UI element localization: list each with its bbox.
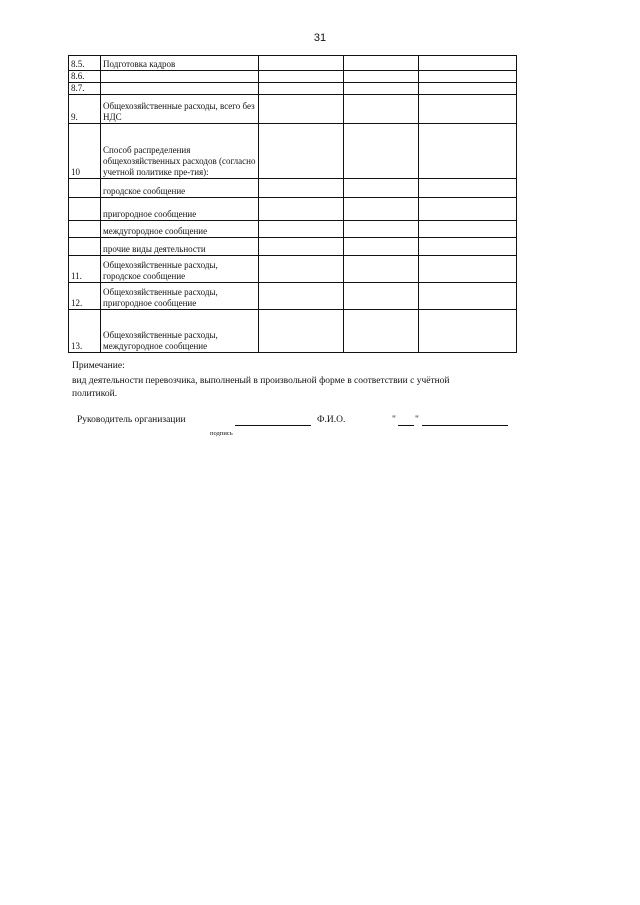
signature-row bbox=[77, 415, 517, 429]
value-cell[interactable] bbox=[419, 221, 517, 238]
row-label: городское сообщение bbox=[101, 179, 259, 198]
row-number bbox=[69, 238, 101, 256]
row-number: 8.7. bbox=[69, 83, 101, 95]
value-cell[interactable] bbox=[419, 256, 517, 283]
value-cell[interactable] bbox=[344, 238, 419, 256]
value-cell[interactable] bbox=[259, 238, 344, 256]
value-cell[interactable] bbox=[344, 179, 419, 198]
row-label: Общехозяйственные расходы, городское сообщение bbox=[101, 256, 259, 283]
table-row bbox=[69, 83, 517, 95]
row-label: междугородное сообщение bbox=[101, 221, 259, 238]
page-number: 31 bbox=[313, 32, 327, 44]
value-cell[interactable] bbox=[259, 83, 344, 95]
value-cell[interactable] bbox=[344, 56, 419, 71]
row-label: Общехозяйственные расходы, пригородное сообщение bbox=[101, 283, 259, 310]
table-row bbox=[69, 56, 517, 71]
expense-table bbox=[68, 55, 517, 353]
row-label bbox=[101, 83, 259, 95]
value-cell[interactable] bbox=[419, 179, 517, 198]
table-row bbox=[69, 95, 517, 124]
row-label: Общехозяйственные расходы, всего без НДС bbox=[101, 95, 259, 124]
value-cell[interactable] bbox=[259, 179, 344, 198]
row-label: Подготовка кадров bbox=[101, 56, 259, 71]
value-cell[interactable] bbox=[344, 198, 419, 221]
value-cell[interactable] bbox=[344, 310, 419, 353]
value-cell[interactable] bbox=[259, 71, 344, 83]
value-cell[interactable] bbox=[419, 124, 517, 179]
fio-label: Ф.И.О. bbox=[317, 415, 346, 425]
value-cell[interactable] bbox=[344, 83, 419, 95]
value-cell[interactable] bbox=[344, 71, 419, 83]
value-cell[interactable] bbox=[259, 198, 344, 221]
row-number: 10 bbox=[69, 124, 101, 179]
row-number bbox=[69, 198, 101, 221]
quote-open: " bbox=[392, 415, 396, 425]
row-number: 13. bbox=[69, 310, 101, 353]
value-cell[interactable] bbox=[419, 83, 517, 95]
row-label: прочие виды деятельности bbox=[101, 238, 259, 256]
value-cell[interactable] bbox=[259, 56, 344, 71]
note-text-line-2: политикой. bbox=[72, 389, 118, 399]
value-cell[interactable] bbox=[344, 124, 419, 179]
row-label bbox=[101, 71, 259, 83]
note-text-line-1: вид деятельности перевозчика, выполненый в произвольной форме в соответствии с учётной bbox=[72, 376, 450, 386]
value-cell[interactable] bbox=[344, 283, 419, 310]
value-cell[interactable] bbox=[259, 95, 344, 124]
head-label: Руководитель организации bbox=[77, 415, 186, 425]
row-number: 9. bbox=[69, 95, 101, 124]
row-number bbox=[69, 179, 101, 198]
row-number: 8.6. bbox=[69, 71, 101, 83]
value-cell[interactable] bbox=[344, 95, 419, 124]
value-cell[interactable] bbox=[419, 95, 517, 124]
value-cell[interactable] bbox=[344, 256, 419, 283]
row-number: 11. bbox=[69, 256, 101, 283]
table-row bbox=[69, 310, 517, 353]
table-row bbox=[69, 221, 517, 238]
table-row bbox=[69, 198, 517, 221]
value-cell[interactable] bbox=[419, 56, 517, 71]
table-row bbox=[69, 238, 517, 256]
row-label: пригородное сообщение bbox=[101, 198, 259, 221]
signature-caption: подпись bbox=[210, 430, 233, 437]
value-cell[interactable] bbox=[419, 283, 517, 310]
value-cell[interactable] bbox=[419, 238, 517, 256]
note-heading: Примечание: bbox=[72, 361, 125, 371]
row-number bbox=[69, 221, 101, 238]
row-label: Способ распределения общехозяйственных расходов (согласно учетной политике пре-тия): bbox=[101, 124, 259, 179]
table-row bbox=[69, 283, 517, 310]
value-cell[interactable] bbox=[259, 283, 344, 310]
value-cell[interactable] bbox=[419, 198, 517, 221]
value-cell[interactable] bbox=[344, 221, 419, 238]
table-row bbox=[69, 71, 517, 83]
table-row bbox=[69, 124, 517, 179]
signature-line bbox=[235, 415, 311, 426]
value-cell[interactable] bbox=[259, 221, 344, 238]
value-cell[interactable] bbox=[419, 71, 517, 83]
value-cell[interactable] bbox=[419, 310, 517, 353]
row-number: 8.5. bbox=[69, 56, 101, 71]
row-number: 12. bbox=[69, 283, 101, 310]
table-row bbox=[69, 179, 517, 198]
date-line bbox=[422, 415, 508, 426]
quote-close: " bbox=[415, 415, 419, 425]
day-line bbox=[398, 415, 414, 426]
value-cell[interactable] bbox=[259, 310, 344, 353]
value-cell[interactable] bbox=[259, 256, 344, 283]
table-row bbox=[69, 256, 517, 283]
value-cell[interactable] bbox=[259, 124, 344, 179]
row-label: Общехозяйственные расходы, междугородное сообщение bbox=[101, 310, 259, 353]
